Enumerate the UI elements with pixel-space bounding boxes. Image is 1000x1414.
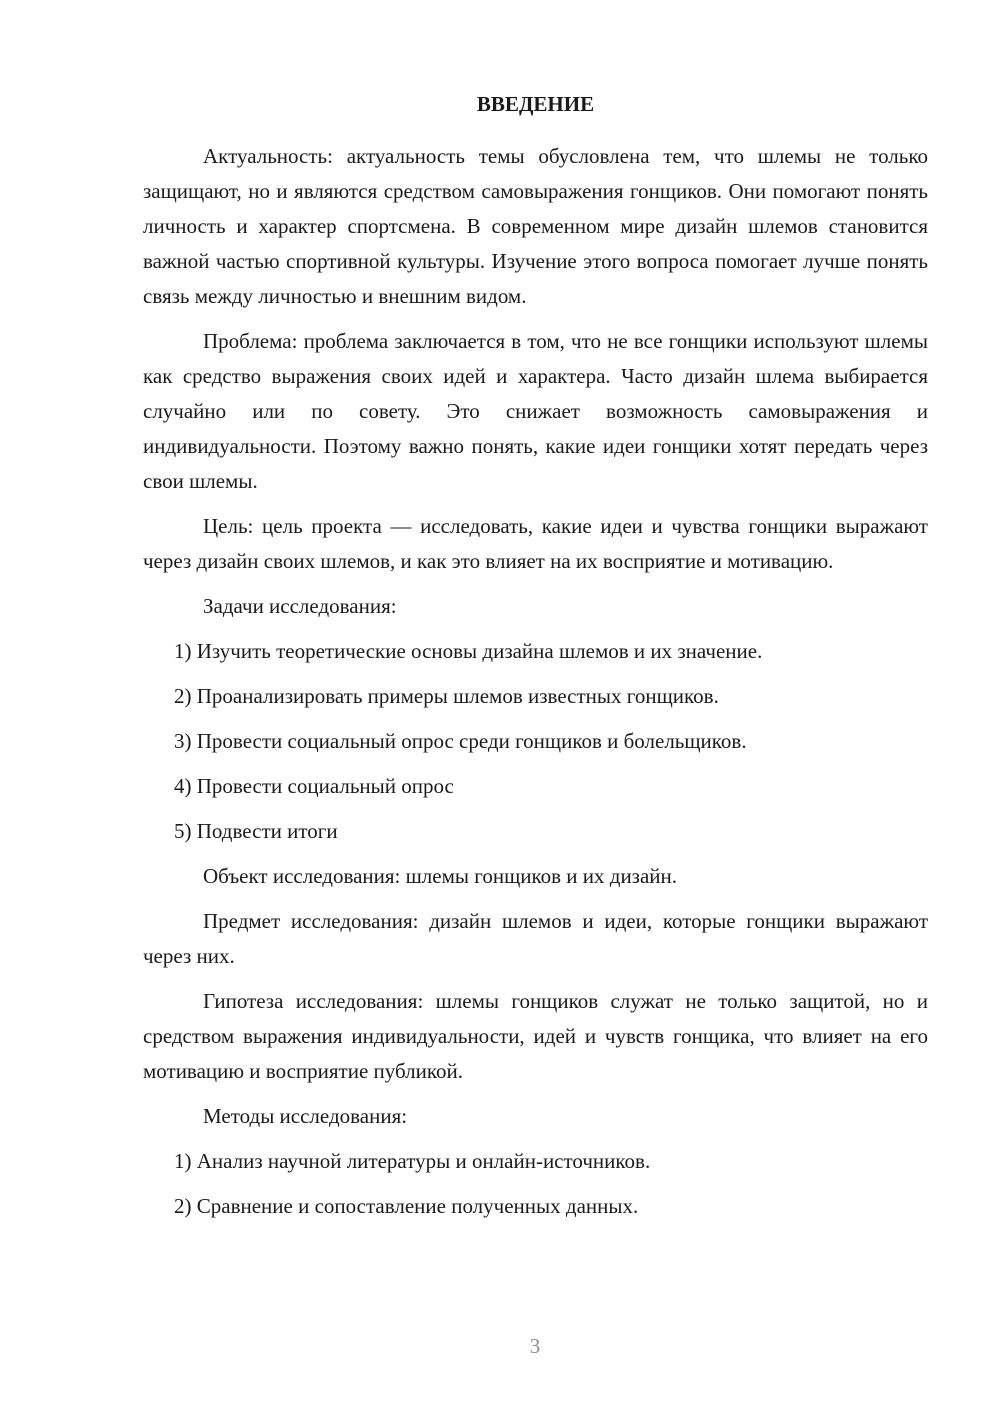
document-page <box>143 92 928 1234</box>
task-item: 2) Проанализировать примеры шлемов известных гонщиков. <box>174 684 719 708</box>
method-item: 2) Сравнение и сопоставление полученных данных. <box>174 1194 639 1218</box>
method-item: 1) Анализ научной литературы и онлайн-источников. <box>174 1149 651 1173</box>
task-item: 3) Провести социальный опрос среди гонщиков и болельщиков. <box>174 729 747 753</box>
task-item: 1) Изучить теоретические основы дизайна шлемов и их значение. <box>174 639 763 663</box>
hypothesis-paragraph: Гипотеза исследования: шлемы гонщиков служат не только защитой, но и средством выражения индивидуальности, идей и чувств гонщика, что влияет на его мотивацию и восприятие публикой. <box>143 989 928 1083</box>
subject-paragraph: Предмет исследования: дизайн шлемов и идеи, которые гонщики выражают через них. <box>143 909 928 968</box>
problem-paragraph: Проблема: проблема заключается в том, что не все гонщики используют шлемы как средство выражения своих идей и характера. Часто дизайн шлема выбирается случайно или по совету. Это снижает возможность самовыражения и индивидуальности. Поэтому важно понять, какие идеи гонщики хотят передать через свои шлемы. <box>143 329 928 493</box>
page-number: 3 <box>529 1334 541 1358</box>
page-title: ВВЕДЕНИЕ <box>476 92 595 116</box>
goal-paragraph: Цель: цель проекта — исследовать, какие идеи и чувства гонщики выражают через дизайн своих шлемов, и как это влияет на их восприятие и мотивацию. <box>143 514 928 573</box>
object-paragraph: Объект исследования: шлемы гонщиков и их дизайн. <box>203 864 678 888</box>
relevance-paragraph: Актуальность: актуальность темы обусловлена тем, что шлемы не только защищают, но и являются средством самовыражения гонщиков. Они помогают понять личность и характер спортсмена. В современном мире дизайн шлемов становится важной частью спортивной культуры. Изучение этого вопроса помогает лучше понять связь между личностью и внешним видом. <box>143 144 928 308</box>
task-item: 4) Провести социальный опрос <box>174 774 454 798</box>
tasks-heading: Задачи исследования: <box>203 594 397 618</box>
task-item: 5) Подвести итоги <box>174 819 338 843</box>
methods-heading: Методы исследования: <box>203 1104 408 1128</box>
